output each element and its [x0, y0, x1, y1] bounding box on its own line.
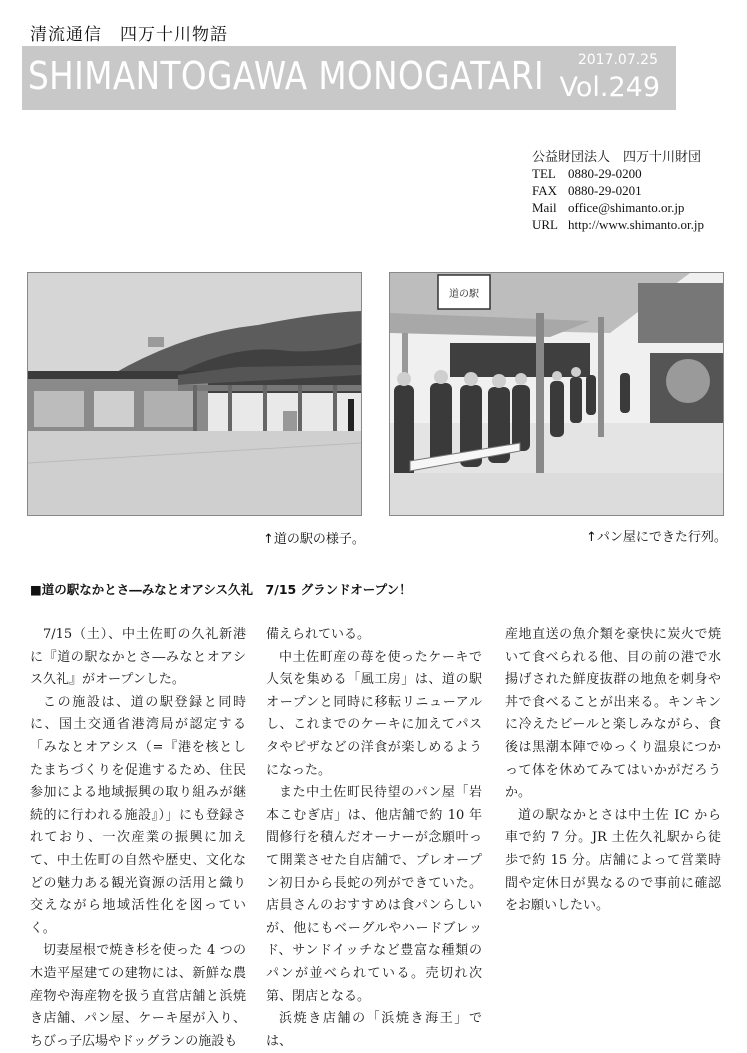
contact-block — [532, 148, 704, 233]
url-label: URL — [532, 217, 558, 232]
article-paragraph: 7/15（土）、中土佐町の久礼新港に『道の駅なかとさ―みなとオアシス久礼』がオープンした。 — [30, 627, 246, 688]
contact-fax — [532, 182, 704, 199]
article-paragraph: 備えられている。 — [266, 627, 371, 642]
fax-label: FAX — [532, 183, 558, 198]
issue-date: 2017.07.25 — [577, 52, 658, 68]
title-banner — [22, 46, 676, 110]
contact-tel — [532, 165, 704, 182]
bakery-queue-photo — [389, 272, 724, 516]
tel-label: TEL — [532, 166, 556, 181]
article-paragraph: 切妻屋根で焼き杉を使った 4 つの木造平屋建ての建物には、新鮮な農産物や海産物を扱う直営店舗と浜焼き店舗、パン屋、ケーキ屋が入り、ちびっ子広場やドッグランの施設も — [30, 943, 246, 1049]
newsletter-kanji-title: 清流通信 四万十川物語 — [30, 25, 228, 45]
organization-name: 公益財団法人 四万十川財団 — [532, 149, 702, 164]
article-paragraph: 道の駅なかとさは中土佐 IC から車で約 7 分。JR 土佐久礼駅から徒歩で約 15 分。店舗によって営業時間や定休日が異なるので事前に確認をお願いしたい。 — [505, 807, 721, 914]
contact-url — [532, 216, 704, 233]
mail-label: Mail — [532, 200, 557, 215]
article-column-2 — [266, 624, 482, 1053]
tel-value: 0880-29-0200 — [568, 166, 642, 181]
article-paragraph: この施設は、道の駅登録と同時に、国土交通省港湾局が認定する「みなとオアシス（=『港を核としたまちづくりを促進するため、住民参加による地域振興の取り組みが継続的に行われる施設』）」にも登録されており、一次産業の振興に加えて、中土佐町の自然や歴史、文化などの魅力ある観光資源の活用と織り交えながら地域活性化を図っていく。 — [30, 694, 246, 936]
url-value[interactable]: http://www.shimanto.or.jp — [568, 217, 705, 232]
newsletter-romaji-title: SHIMANTOGAWA MONOGATARI — [28, 54, 545, 98]
roadside-station-photo — [27, 272, 362, 516]
article-paragraph: また中土佐町民待望のパン屋「岩本こむぎ店」は、他店舗で約 10 年間修行を積んだオーナーが念願叶って開業させた自店舗で、プレオープン初日から長蛇の列ができていた。店員さんのおすすめは食パンらしいが、他にもベーグルやハードブレッド、サンドイッチなど豊富な種類のパンが並べられている。売切れ次第、閉店となる。 — [266, 785, 482, 1004]
right-photo-caption: ↑パン屋にできた行列。 — [586, 530, 727, 545]
issue-volume: Vol.249 — [559, 72, 660, 103]
article-paragraph: 浜焼き店舗の「浜焼き海王」では、 — [266, 1011, 482, 1049]
article-column-1 — [30, 624, 246, 1053]
article-headline: ■道の駅なかとさ―みなとオアシス久礼 7/15 グランドオープン！ — [30, 582, 412, 597]
article-paragraph: 産地直送の魚介類を豪快に炭火で焼いて食べられる他、目の前の港で水揚げされた鮮度抜群の地魚を刺身や丼で食べることが出来る。キンキンに冷えたビールと楽しみながら、食後は黒潮本陣でゆっくり温泉につかって体を休めてみてはいかがだろうか。 — [505, 627, 721, 801]
mail-value[interactable]: office@shimanto.or.jp — [568, 200, 685, 215]
station-sign-text: 道の駅 — [449, 289, 479, 300]
left-photo-caption: ↑道の駅の様子。 — [263, 532, 365, 547]
article-column-3 — [505, 624, 721, 918]
contact-mail — [532, 199, 704, 216]
article-paragraph: 中土佐町産の苺を使ったケーキで人気を集める「風工房」は、道の駅オープンと同時に移転リニューアルし、これまでのケーキに加えてパスタやピザなどの洋食が楽しめるようになった。 — [266, 649, 482, 778]
fax-value: 0880-29-0201 — [568, 183, 642, 198]
